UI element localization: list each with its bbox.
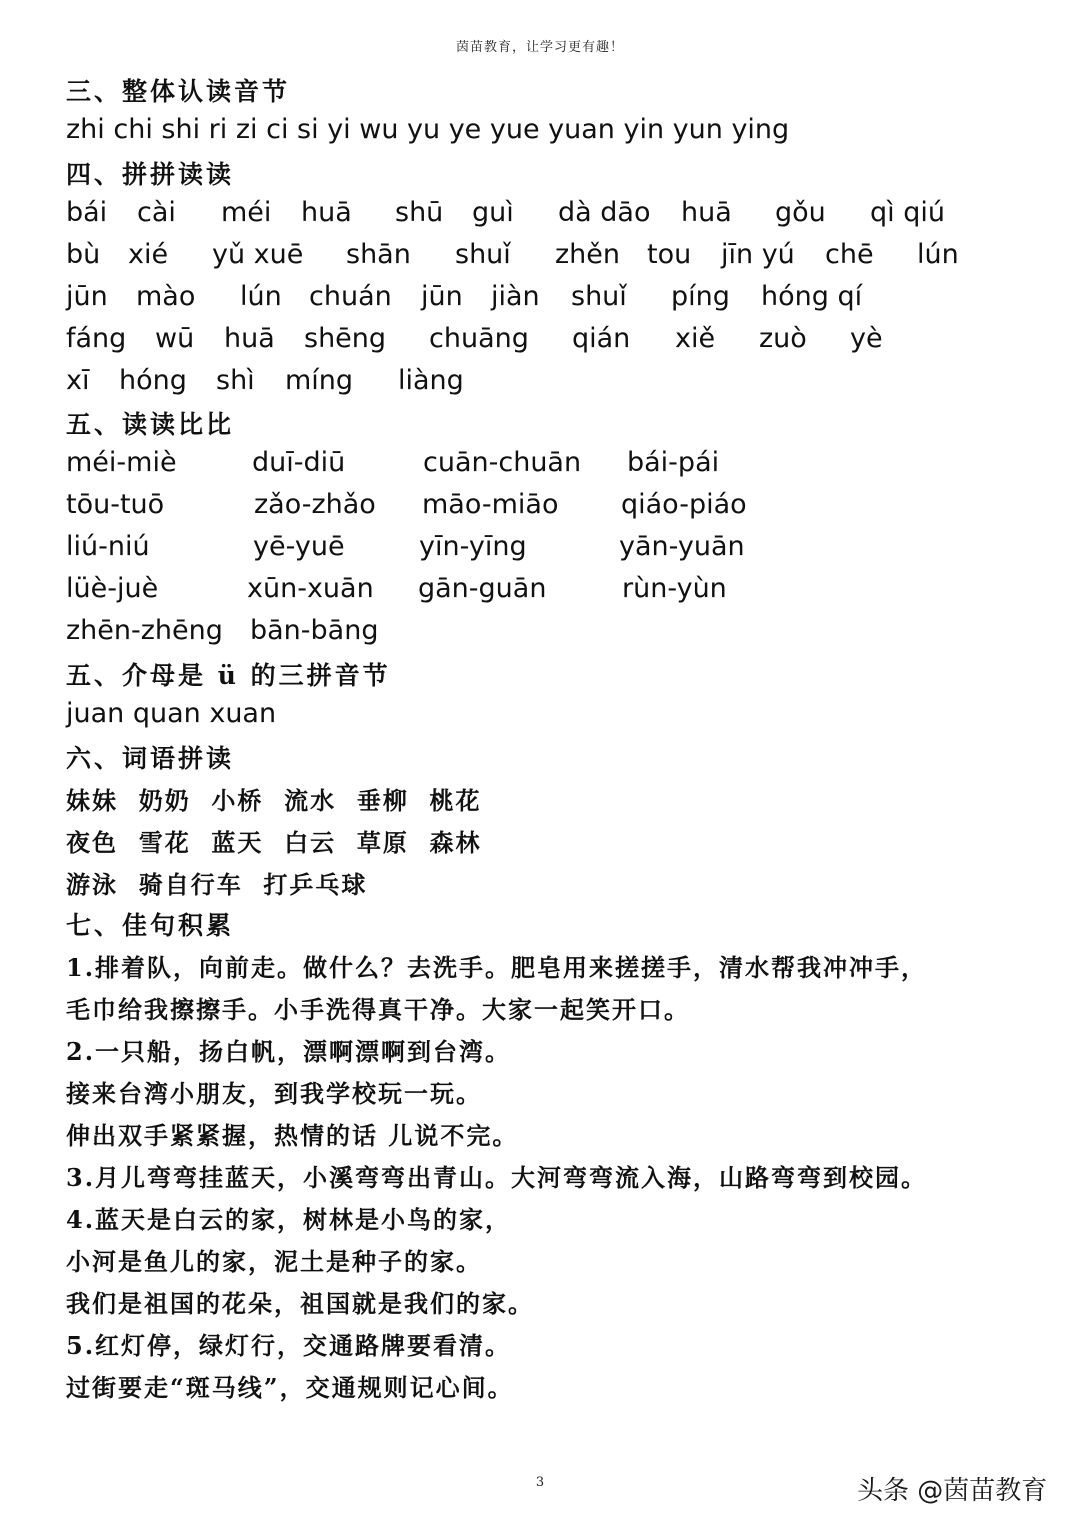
u-medial-syllables-line: juan quan xuan (66, 698, 277, 729)
pinyin-word: qì qiú (870, 197, 945, 228)
pinyin-word: lún (240, 281, 282, 312)
pinyin-word: dà dāo (558, 197, 651, 228)
compare-pair: duī-diū (252, 447, 346, 478)
pinyin-word: lún (917, 239, 959, 270)
compare-pair: cuān-chuān (423, 447, 582, 478)
pinyin-word: huā (681, 197, 732, 228)
pinyin-word: chuāng (429, 323, 529, 354)
pinyin-word: hóng (119, 365, 187, 396)
sentence-line: 4.蓝天是白云的家，树林是小鸟的家， (66, 1205, 512, 1234)
pinyin-word: tou (647, 239, 692, 270)
compare-pair: méi-miè (66, 447, 177, 478)
compare-pair: lüè-juè (66, 573, 159, 604)
pinyin-word: xiě (675, 323, 716, 354)
pinyin-word: méi (221, 197, 272, 228)
sentence-line: 伸出双手紧紧握，热情的话 儿说不完。 (66, 1121, 519, 1150)
pinyin-word: xié (128, 239, 169, 270)
compare-pair: tōu-tuō (66, 489, 165, 520)
section-heading-word-reading: 六、词语拼读 (66, 744, 235, 773)
section-heading-pinyin-reading: 四、拼拼读读 (66, 160, 235, 189)
sentence-line: 5.红灯停，绿灯行，交通路牌要看清。 (66, 1331, 512, 1360)
compare-pair: rùn-yùn (622, 573, 727, 604)
pinyin-word: yè (850, 323, 883, 354)
pinyin-word: shēng (304, 323, 387, 354)
section-heading-u-medial-syllables: 五、介母是 ü 的三拼音节 (66, 661, 391, 690)
compare-pair: liú-niú (66, 531, 150, 562)
pinyin-word: huā (224, 323, 275, 354)
sentence-line: 我们是祖国的花朵，祖国就是我们的家。 (66, 1289, 534, 1318)
pinyin-word: yǔ xuē (212, 239, 304, 270)
word-row: 妹妹 奶奶 小桥 流水 垂柳 桃花 (66, 786, 482, 815)
word-row: 夜色 雪花 蓝天 白云 草原 森林 (66, 828, 482, 857)
compare-pair: bái-pái (627, 447, 720, 478)
section-heading-sentence-accumulation: 七、佳句积累 (66, 911, 235, 940)
word-row: 游泳 骑自行车 打乒乓球 (66, 870, 368, 899)
pinyin-word: shān (346, 239, 411, 270)
pinyin-word: zhěn (555, 239, 621, 270)
compare-pair: xūn-xuān (247, 573, 374, 604)
pinyin-word: cài (137, 197, 176, 228)
pinyin-word: jūn (66, 281, 108, 312)
sentence-line: 1.排着队，向前走。做什么？去洗手。肥皂用来搓搓手，清水帮我冲冲手， (66, 953, 928, 982)
pinyin-word: wū (155, 323, 195, 354)
compare-pair: yē-yuē (253, 531, 345, 562)
pinyin-word: míng (285, 365, 354, 396)
pinyin-word: qián (572, 323, 631, 354)
pinyin-word: shuǐ (455, 239, 511, 270)
pinyin-word: fáng (66, 323, 127, 354)
pinyin-word: bái (66, 197, 108, 228)
sentence-line: 毛巾给我擦擦手。小手洗得真干净。大家一起笑开口。 (66, 995, 690, 1024)
pinyin-word: gǒu (775, 197, 826, 228)
pinyin-word: hóng qí (761, 281, 863, 312)
pinyin-word: píng (671, 281, 730, 312)
compare-pair: zhēn-zhēng (66, 615, 223, 646)
sentence-line: 小河是鱼儿的家，泥土是种子的家。 (66, 1247, 482, 1276)
pinyin-word: jiàn (491, 281, 540, 312)
pinyin-word: chē (825, 239, 874, 270)
pinyin-word: bù (66, 239, 101, 270)
sentence-line: 3.月儿弯弯挂蓝天，小溪弯弯出青山。大河弯弯流入海，山路弯弯到校园。 (66, 1163, 928, 1192)
page-header: 茵苗教育，让学习更有趣！ (455, 40, 624, 55)
pinyin-word: liàng (398, 365, 464, 396)
section-heading-whole-syllables: 三、整体认读音节 (66, 77, 291, 106)
sentence-line: 接来台湾小朋友，到我学校玩一玩。 (66, 1079, 482, 1108)
pinyin-word: xī (66, 365, 90, 396)
pinyin-word: zuò (759, 323, 807, 354)
whole-syllables-line: zhi chi shi ri zi ci si yi wu yu ye yue yuan yin yun ying (66, 114, 790, 145)
pinyin-word: mào (136, 281, 196, 312)
page-number: 3 (535, 1475, 545, 1490)
pinyin-word: shì (216, 365, 255, 396)
compare-pair: māo-miāo (422, 489, 559, 520)
compare-pair: zǎo-zhǎo (254, 489, 376, 520)
compare-pair: gān-guān (418, 573, 547, 604)
pinyin-word: jīn yú (721, 239, 795, 270)
pinyin-word: huā (301, 197, 352, 228)
pinyin-word: jūn (421, 281, 463, 312)
pinyin-word: shū (395, 197, 444, 228)
compare-pair: yān-yuān (619, 531, 745, 562)
pinyin-word: chuán (309, 281, 392, 312)
pinyin-word: guì (472, 197, 514, 228)
section-heading-compare-reading: 五、读读比比 (66, 410, 235, 439)
compare-pair: yīn-yīng (419, 531, 527, 562)
sentence-line: 过街要走“斑马线”，交通规则记心间。 (66, 1373, 514, 1402)
pinyin-word: shuǐ (571, 281, 627, 312)
compare-pair: bān-bāng (250, 615, 379, 646)
compare-pair: qiáo-piáo (621, 489, 747, 520)
sentence-line: 2.一只船，扬白帆，漂啊漂啊到台湾。 (66, 1037, 512, 1066)
watermark: 头条 @茵苗教育 (857, 1476, 1048, 1506)
